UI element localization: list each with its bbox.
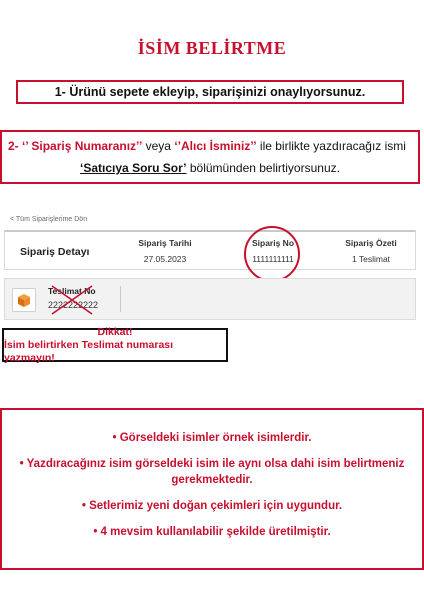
step-2-or: veya [145,139,171,153]
package-icon [12,288,36,312]
cross-out-icon [50,284,94,316]
step-2-line-2 [8,157,412,179]
step-1-text: 1- Ürünü sepete ekleyip, siparişinizi onaylıyorsunuz. [54,85,366,99]
delivery-number-header: Teslimat No [48,286,96,296]
order-date-value: 27.05.2023 [143,254,187,264]
warning-title: Dikkat! [97,325,133,338]
warning-text: İsim belirtirken Teslimat numarası yazmayın! [4,338,174,364]
page-title: İSİM BELİRTME [137,38,287,58]
step-2-order-number: ‘’ Sipariş Numaranız’’ [22,139,143,153]
step-2-rest-1: ile birlikte yazdıracağız ismi [259,139,406,153]
note-item: • Görseldeki isimler örnek isimlerdir. [112,432,312,444]
step-2-rest-2: bölümünden belirtiyorsunuz. [189,161,340,175]
step-1-box [16,80,404,104]
notes-box [0,408,424,570]
note-item: • 4 mevsim kullanılabilir şekilde üretilmiştir. [93,526,331,538]
order-date-header: Sipariş Tarihi [138,238,192,248]
warning-box [2,325,228,364]
order-number-header: Sipariş No [251,238,295,248]
back-to-orders-link[interactable]: < Tüm Siparişlerime Dön [10,216,88,223]
delivery-number-value: 2222222222 [48,300,99,310]
order-summary-header: Sipariş Özeti [345,238,397,248]
note-item: • Yazdıracağınız isim görseldeki isim ile aynı olsa dahi isim belirtmeniz gerekmektedir. [19,458,405,486]
step-2-box [0,130,420,184]
order-detail-label: Sipariş Detayı [20,246,90,258]
order-number-highlight-circle [244,226,300,282]
step-2-recipient-name: ‘’Alıcı İsminiz’’ [174,139,257,153]
note-item: • Setlerimiz yeni doğan çekimleri için uygundur. [81,500,343,512]
step-2-ask-seller: ‘Satıcıya Soru Sor’ [80,161,187,175]
delivery-divider [120,286,121,312]
step-2-line-1 [8,135,412,157]
order-summary-value: 1 Teslimat [351,254,391,264]
step-2-prefix: 2- [8,139,19,153]
order-number-value: 1111111111 [252,254,294,264]
